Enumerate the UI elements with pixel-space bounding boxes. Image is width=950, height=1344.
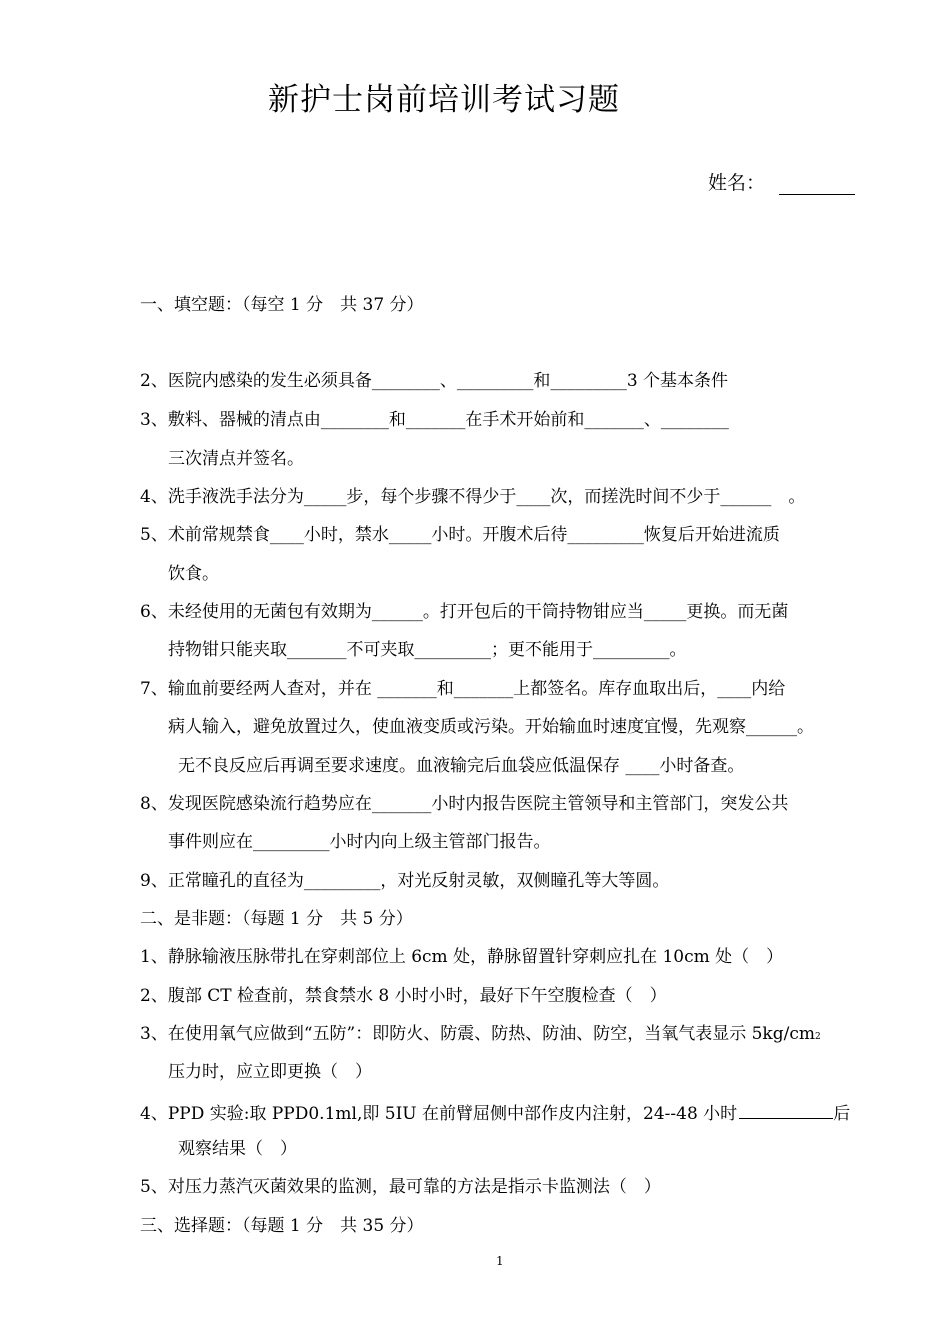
fill-question-3-cont: 三次清点并签名。 <box>168 449 304 469</box>
name-field-row <box>708 168 855 195</box>
fill-question-3: 3、敷料、器械的清点由________和_______在手术开始前和_______、________ <box>140 410 729 430</box>
fill-question-5: 5、术前常规禁食____小时，禁水_____小时。开腹术后待_________恢复后开始进流质 <box>140 525 780 545</box>
tf-question-4-blank[interactable] <box>739 1100 833 1119</box>
tf-question-1: 1、静脉输液压脉带扎在穿刺部位上 6cm 处，静脉留置针穿刺应扎在 10cm 处（ ） <box>140 947 784 967</box>
page-number: 1 <box>496 1254 504 1268</box>
tf-question-3-text: 3、在使用氧气应做到“五防”：即防火、防震、防热、防油、防空，当氧气表显示 5kg/cm <box>140 1024 815 1044</box>
name-label: 姓名： <box>708 172 766 194</box>
fill-question-7-cont2: 无不良反应后再调至要求速度。血液输完后血袋应低温保存 ____小时备查。 <box>178 756 745 776</box>
tf-question-5: 5、对压力蒸汽灭菌效果的监测，最可靠的方法是指示卡监测法（ ） <box>140 1177 661 1197</box>
superscript-2: 2 <box>814 1032 821 1042</box>
tf-question-2: 2、腹部 CT 检查前，禁食禁水 8 小时小时，最好下午空腹检查（ ） <box>140 986 667 1006</box>
fill-question-8-cont: 事件则应在_________小时内向上级主管部门报告。 <box>168 832 551 852</box>
section3-heading: 三、选择题：（每题 1 分 共 35 分） <box>140 1216 424 1236</box>
tf-question-4 <box>140 1100 850 1125</box>
fill-question-2: 2、医院内感染的发生必须具备________、_________和_________3 个基本条件 <box>140 371 729 391</box>
fill-question-8: 8、发现医院感染流行趋势应在_______小时内报告医院主管领导和主管部门，突发公共 <box>140 794 789 814</box>
fill-question-6: 6、未经使用的无菌包有效期为______。打开包后的干筒持物钳应当_____更换。而无菌 <box>140 602 789 622</box>
fill-question-6-cont: 持物钳只能夹取_______不可夹取_________；更不能用于_________。 <box>168 640 687 660</box>
fill-question-9: 9、正常瞳孔的直径为_________，对光反射灵敏，双侧瞳孔等大等圆。 <box>140 871 670 891</box>
section1-heading: 一、填空题：（每空 1 分 共 37 分） <box>140 295 424 315</box>
tf-question-3-cont: 压力时，应立即更换（ ） <box>168 1062 372 1082</box>
tf-question-4-tail: 后 <box>833 1104 851 1124</box>
page-title: 新护士岗前培训考试习题 <box>268 82 620 118</box>
tf-question-3 <box>140 1023 821 1048</box>
tf-question-4-text: 4、PPD 实验:取 PPD0.1ml,即 5IU 在前臂屈侧中部作皮内注射，24--48 小时 <box>140 1104 738 1124</box>
fill-question-7-cont: 病人输入，避免放置过久，使血液变质或污染。开始输血时速度宜慢，先观察______。 <box>168 717 814 737</box>
fill-question-4: 4、洗手液洗手法分为_____步，每个步骤不得少于____次，而搓洗时间不少于______ 。 <box>140 487 806 507</box>
fill-question-5-cont: 饮食。 <box>168 564 219 584</box>
section2-heading: 二、是非题：（每题 1 分 共 5 分） <box>140 909 413 929</box>
name-blank[interactable] <box>779 172 855 195</box>
fill-question-7: 7、输血前要经两人查对，并在 _______和_______上都签名。库存血取出后，____内给 <box>140 679 786 699</box>
tf-question-4-cont: 观察结果（ ） <box>178 1139 297 1159</box>
